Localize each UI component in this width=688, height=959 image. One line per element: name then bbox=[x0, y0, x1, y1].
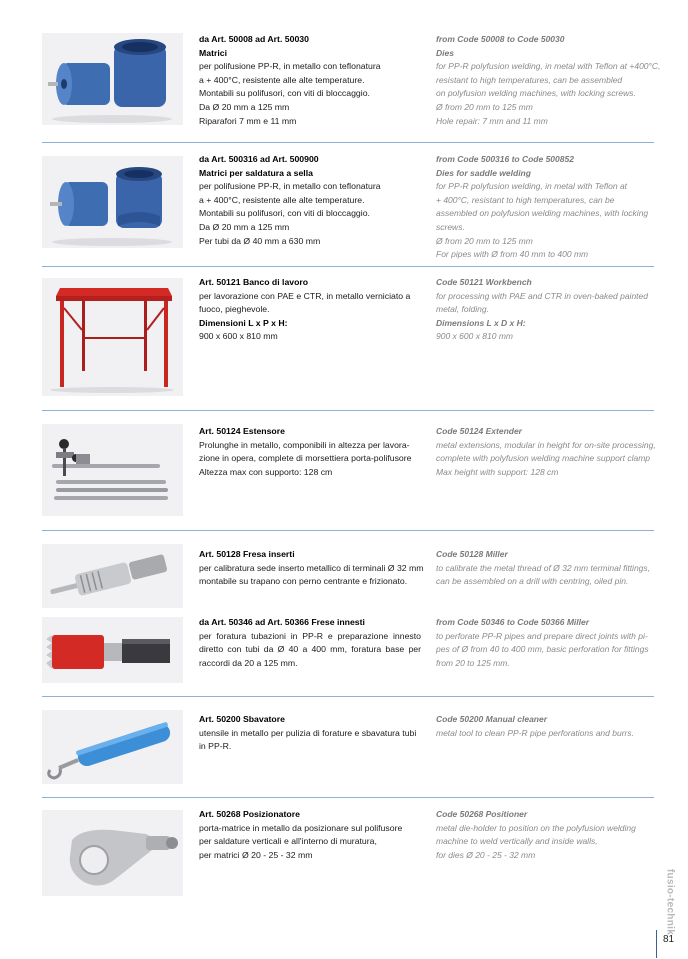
description-line: Ø from 20 mm to 125 mm bbox=[436, 235, 533, 246]
workbench-icon bbox=[42, 278, 183, 396]
description-it bbox=[199, 153, 421, 248]
description-en bbox=[436, 425, 661, 479]
divider bbox=[42, 696, 654, 697]
divider bbox=[42, 530, 654, 531]
description-line: to calibrate the metal thread of Ø 32 mm terminal fittings, bbox=[436, 562, 651, 573]
product-code: from Code 50008 to Code 50030 bbox=[436, 34, 565, 44]
description-line: raccordi da 20 a 125 mm. bbox=[199, 657, 298, 668]
description-en bbox=[436, 548, 661, 589]
dimensions-label: Dimensioni L x P x H: bbox=[199, 317, 288, 328]
product-code: da Art. 50008 ad Art. 50030 bbox=[199, 34, 309, 44]
product-code: Art. 50121 Banco di lavoro bbox=[199, 277, 309, 287]
description-line: Ø from 20 mm to 125 mm bbox=[436, 101, 533, 112]
description-it bbox=[199, 548, 424, 589]
description-it bbox=[199, 276, 421, 344]
description-line: metal extensions, modular in height for on-site processing, bbox=[436, 439, 656, 450]
description-line: Per tubi da Ø 40 mm a 630 mm bbox=[199, 235, 321, 246]
description-line: resistant to high temperatures, can be assembled bbox=[436, 74, 623, 85]
product-code: Code 50121 Workbench bbox=[436, 277, 532, 287]
divider bbox=[42, 266, 654, 267]
page-number-rule bbox=[656, 930, 657, 958]
dimensions-value: 900 x 600 x 810 mm bbox=[199, 331, 278, 342]
description-en bbox=[436, 33, 661, 128]
description-line: from 20 to 125 mm. bbox=[436, 657, 510, 668]
product-code: da Art. 50346 ad Art. 50366 Frese innesti bbox=[199, 617, 365, 627]
description-line: Da Ø 20 mm a 125 mm bbox=[199, 101, 290, 112]
description-en bbox=[436, 616, 661, 670]
divider bbox=[42, 797, 654, 798]
description-line: can be assembled on a drill with centring, oiled pin. bbox=[436, 576, 629, 587]
product-title: Matrici per saldatura a sella bbox=[199, 167, 313, 178]
brand-label bbox=[660, 862, 680, 942]
description-line: screws. bbox=[436, 221, 465, 232]
description-line: for PP-R polyfusion welding, in metal with Teflon at bbox=[436, 181, 628, 192]
description-line: per calibratura sede inserto metallico di terminali Ø 32 mm bbox=[199, 562, 424, 573]
description-line: a + 400°C, resistente alle alte temperature. bbox=[199, 194, 365, 205]
divider bbox=[42, 410, 654, 411]
hole-saw-icon bbox=[42, 617, 183, 683]
dimensions-label: Dimensions L x D x H: bbox=[436, 317, 526, 328]
description-line: utensile in metallo per pulizia di forature e sbavatura tubi bbox=[199, 727, 417, 738]
description-line: pes of Ø from 40 to 400 mm, basic perforation for fittings bbox=[436, 644, 649, 655]
description-line: Hole repair: 7 mm and 11 mm bbox=[436, 115, 548, 126]
description-line: For pipes with Ø from 40 mm to 400 mm bbox=[436, 249, 589, 260]
description-it bbox=[199, 616, 421, 670]
product-code: from Code 50346 to Code 50366 Miller bbox=[436, 617, 590, 627]
description-line: metal, folding. bbox=[436, 304, 489, 315]
divider bbox=[42, 142, 654, 143]
dies-icon bbox=[42, 33, 183, 125]
description-en bbox=[436, 713, 661, 740]
product-code: da Art. 500316 ad Art. 500900 bbox=[199, 154, 319, 164]
extender-icon bbox=[42, 424, 183, 516]
description-line: a + 400°C, resistente alle alte temperature. bbox=[199, 74, 365, 85]
product-code: Art. 50128 Fresa inserti bbox=[199, 549, 295, 559]
description-line: zione in opera, complete di morsettiera porta-polifusore bbox=[199, 453, 412, 464]
product-title: Dies bbox=[436, 47, 454, 58]
description-line: per polifusione PP-R, in metallo con teflonatura bbox=[199, 181, 381, 192]
description-line: metal die-holder to position on the polyfusion welding bbox=[436, 822, 636, 833]
description-line: per matrici Ø 20 - 25 - 32 mm bbox=[199, 849, 313, 860]
description-line: on polyfusion welding machines, with locking screws. bbox=[436, 88, 636, 99]
description-line: for PP-R polyfusion welding, in metal with Teflon at +400°C, bbox=[436, 61, 661, 72]
description-line: in PP-R. bbox=[199, 741, 232, 752]
description-line: Da Ø 20 mm a 125 mm bbox=[199, 221, 290, 232]
description-line: diretto con tubi da Ø 40 a 400 mm, foratura base per bbox=[199, 644, 421, 655]
description-line: Montabili su polifusori, con viti di bloccaggio. bbox=[199, 208, 370, 219]
description-line: Prolunghe in metallo, componibili in altezza per lavora- bbox=[199, 439, 410, 450]
deburring-tool-icon bbox=[42, 710, 183, 784]
dimensions-value: 900 x 600 x 810 mm bbox=[436, 331, 514, 342]
description-line: + 400°C, resistant to high temperatures, can be bbox=[436, 194, 615, 205]
description-line: complete with polyfusion welding machine support clamp bbox=[436, 453, 651, 464]
product-code: Code 50124 Extender bbox=[436, 426, 522, 436]
description-line: per polifusione PP-R, in metallo con teflonatura bbox=[199, 61, 381, 72]
description-line: Riparafori 7 mm e 11 mm bbox=[199, 115, 297, 126]
thread-miller-icon bbox=[42, 544, 183, 608]
product-title: Dies for saddle welding bbox=[436, 167, 531, 178]
description-line: porta-matrice in metallo da posizionare sul polifusore bbox=[199, 822, 403, 833]
product-code: Code 50128 Miller bbox=[436, 549, 508, 559]
description-line: per foratura tubazioni in PP-R e preparazione innesto bbox=[199, 630, 421, 641]
description-it bbox=[199, 808, 421, 862]
product-code: Art. 50268 Posizionatore bbox=[199, 809, 300, 819]
product-code: Art. 50200 Sbavatore bbox=[199, 714, 285, 724]
page-number: 81 bbox=[663, 934, 675, 945]
product-title: Matrici bbox=[199, 47, 228, 58]
brand-text: fusio-technik bbox=[664, 868, 676, 936]
description-it bbox=[199, 33, 421, 128]
saddle-dies-icon bbox=[42, 156, 183, 248]
description-line: per saldature verticali e all'interno di muratura, bbox=[199, 836, 377, 847]
description-en bbox=[436, 276, 661, 344]
positioner-icon bbox=[42, 810, 183, 896]
product-code: from Code 500316 to Code 500852 bbox=[436, 154, 574, 164]
description-en bbox=[436, 808, 661, 862]
description-line: per lavorazione con PAE e CTR, in metallo verniciato a bbox=[199, 290, 411, 301]
description-line: for processing with PAE and CTR in oven-baked painted bbox=[436, 290, 648, 301]
description-it bbox=[199, 425, 421, 479]
product-code: Art. 50124 Estensore bbox=[199, 426, 285, 436]
description-line: metal tool to clean PP-R pipe perforations and burrs. bbox=[436, 727, 634, 738]
description-line: machine to weld vertically and inside walls, bbox=[436, 836, 598, 847]
description-line: Altezza max con supporto: 128 cm bbox=[199, 466, 333, 477]
description-line: to perforate PP-R pipes and prepare direct joints with pi- bbox=[436, 630, 648, 641]
product-code: Code 50200 Manual cleaner bbox=[436, 714, 548, 724]
description-line: fuoco, pieghevole. bbox=[199, 304, 270, 315]
description-it bbox=[199, 713, 421, 754]
description-line: montabile su trapano con perno centrante e frizionato. bbox=[199, 576, 408, 587]
description-en bbox=[436, 153, 661, 262]
description-line: Max height with support: 128 cm bbox=[436, 466, 559, 477]
description-line: for dies Ø 20 - 25 - 32 mm bbox=[436, 849, 536, 860]
description-line: Montabili su polifusori, con viti di bloccaggio. bbox=[199, 88, 370, 99]
description-line: assembled on polyfusion welding machines, with locking bbox=[436, 208, 649, 219]
product-code: Code 50268 Positioner bbox=[436, 809, 528, 819]
